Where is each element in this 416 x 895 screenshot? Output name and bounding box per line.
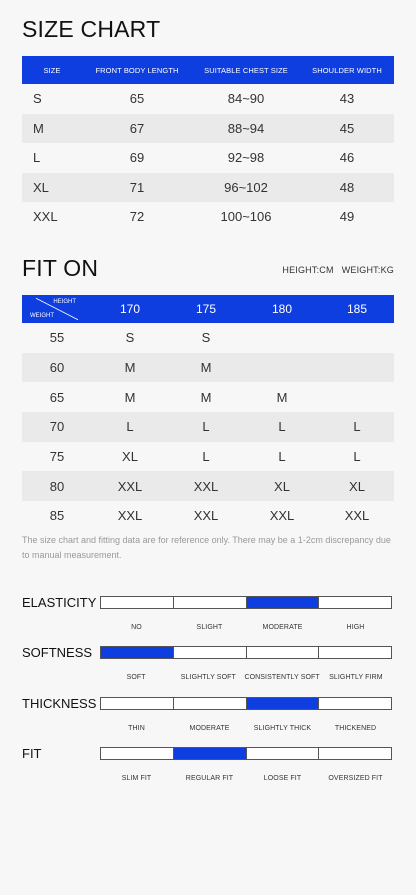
table-cell: 45 (300, 114, 394, 144)
header-height-175: 175 (168, 295, 244, 323)
table-row (22, 382, 394, 412)
fit-scale (100, 747, 392, 760)
table-cell: S (22, 84, 82, 114)
table-cell: XXL (22, 202, 82, 232)
size-cell (320, 382, 394, 412)
thickness-options (100, 725, 392, 732)
size-cell: L (244, 442, 320, 472)
table-row (22, 412, 394, 442)
table-cell: 92~98 (192, 143, 300, 173)
size-cell: XXL (320, 501, 394, 531)
thickness-label: THICKNESS (22, 696, 97, 711)
scale-option-label: REGULAR FIT (185, 775, 234, 782)
size-cell: M (168, 382, 244, 412)
table-cell: 67 (82, 114, 192, 144)
scale-segment (101, 698, 173, 709)
scale-option-label: SLIGHTLY FIRM (329, 674, 383, 681)
size-cell: M (244, 382, 320, 412)
table-cell: 49 (300, 202, 394, 232)
table-cell: 96~102 (192, 173, 300, 203)
size-cell: L (168, 442, 244, 472)
table-cell: 84~90 (192, 84, 300, 114)
size-cell: XL (92, 442, 168, 472)
weight-cell: 80 (22, 471, 92, 501)
weight-cell: 85 (22, 501, 92, 531)
weight-cell: 65 (22, 382, 92, 412)
weight-unit: WEIGHT:KG (341, 265, 394, 275)
softness-options (100, 674, 392, 681)
header-height-185: 185 (320, 295, 394, 323)
scale-segment-selected (246, 698, 319, 709)
fit-on-header-row (22, 295, 394, 323)
table-row (22, 143, 394, 173)
scale-option-label: THICKENED (334, 725, 377, 732)
scale-option-label: SOFT (126, 674, 146, 681)
fit-on-title: FIT ON (22, 255, 99, 281)
size-cell: L (320, 412, 394, 442)
header-size: SIZE (22, 56, 82, 84)
table-row (22, 323, 394, 353)
scale-segment (173, 698, 246, 709)
table-cell: M (22, 114, 82, 144)
scale-option-label: MODERATE (189, 725, 230, 732)
scale-option-label: CONSISTENTLY SOFT (244, 674, 320, 681)
elasticity-options (100, 624, 392, 631)
header-chest-size: SUITABLE CHEST SIZE (192, 56, 300, 84)
size-cell: XXL (92, 471, 168, 501)
size-cell: XL (244, 471, 320, 501)
scale-option-label: THIN (128, 725, 145, 732)
scale-segment-selected (173, 748, 246, 759)
table-row (22, 202, 394, 232)
softness-scale (100, 646, 392, 659)
size-cell (320, 323, 394, 353)
scale-option-label: SLIGHTLY SOFT (180, 674, 236, 681)
scale-option-label: NO (131, 624, 142, 631)
table-cell: 65 (82, 84, 192, 114)
fit-label: FIT (22, 746, 42, 761)
size-cell: M (168, 353, 244, 383)
size-cell: XXL (244, 501, 320, 531)
weight-cell: 55 (22, 323, 92, 353)
scale-segment (318, 698, 391, 709)
scale-option-label: OVERSIZED FIT (328, 775, 383, 782)
table-cell: XL (22, 173, 82, 203)
scale-option-label: SLIGHT (196, 624, 223, 631)
height-unit: HEIGHT:CM (282, 265, 334, 275)
table-cell: 100~106 (192, 202, 300, 232)
corner-header (22, 295, 92, 323)
header-height-180: 180 (244, 295, 320, 323)
elasticity-scale (100, 596, 392, 609)
table-row (22, 114, 394, 144)
size-cell: XXL (92, 501, 168, 531)
size-cell: XL (320, 471, 394, 501)
scale-segment (246, 748, 319, 759)
disclaimer-note: The size chart and fitting data are for reference only. There may be a 1-2cm discrepancy due to manual measurement. (22, 535, 391, 560)
scale-segment (173, 647, 246, 658)
scale-segment-selected (246, 597, 319, 608)
table-row (22, 501, 394, 531)
header-height-170: 170 (92, 295, 168, 323)
corner-height-label: HEIGHT (53, 299, 76, 305)
table-cell: 88~94 (192, 114, 300, 144)
scale-segment (101, 748, 173, 759)
table-row (22, 471, 394, 501)
table-cell: 71 (82, 173, 192, 203)
table-cell: 69 (82, 143, 192, 173)
scale-option-label: SLIGHTLY THICK (253, 725, 312, 732)
elasticity-label: ELASTICITY (22, 595, 97, 610)
weight-cell: 60 (22, 353, 92, 383)
scale-segment (246, 647, 319, 658)
size-cell: S (168, 323, 244, 353)
header-front-body-length: FRONT BODY LENGTH (82, 56, 192, 84)
softness-label: SOFTNESS (22, 645, 93, 660)
size-cell: S (92, 323, 168, 353)
weight-cell: 70 (22, 412, 92, 442)
size-chart-title: SIZE CHART (22, 16, 161, 42)
size-cell: L (244, 412, 320, 442)
size-cell (244, 353, 320, 383)
size-cell: XXL (168, 471, 244, 501)
fit-on-table (22, 295, 394, 531)
scale-option-label: SLIM FIT (121, 775, 152, 782)
corner-weight-label: WEIGHT (30, 313, 54, 319)
size-cell: M (92, 382, 168, 412)
scale-segment (318, 647, 391, 658)
table-cell: L (22, 143, 82, 173)
table-cell: 72 (82, 202, 192, 232)
table-cell: 43 (300, 84, 394, 114)
thickness-scale (100, 697, 392, 710)
size-cell: L (320, 442, 394, 472)
scale-segment (318, 748, 391, 759)
size-chart-table (22, 56, 394, 232)
size-cell (244, 323, 320, 353)
table-row (22, 442, 394, 472)
header-shoulder-width: SHOULDER WIDTH (300, 56, 394, 84)
units-legend (282, 265, 394, 275)
size-cell: XXL (168, 501, 244, 531)
scale-option-label: LOOSE FIT (263, 775, 302, 782)
size-cell: L (168, 412, 244, 442)
scale-segment (318, 597, 391, 608)
size-cell: M (92, 353, 168, 383)
scale-option-label: MODERATE (262, 624, 303, 631)
size-chart-header-row (22, 56, 394, 84)
scale-segment (173, 597, 246, 608)
table-row (22, 84, 394, 114)
table-row (22, 173, 394, 203)
size-cell: L (92, 412, 168, 442)
scale-option-label: HIGH (346, 624, 365, 631)
table-row (22, 353, 394, 383)
table-cell: 46 (300, 143, 394, 173)
fit-options (100, 775, 392, 782)
weight-cell: 75 (22, 442, 92, 472)
scale-segment (101, 597, 173, 608)
scale-segment-selected (101, 647, 173, 658)
table-cell: 48 (300, 173, 394, 203)
size-cell (320, 353, 394, 383)
